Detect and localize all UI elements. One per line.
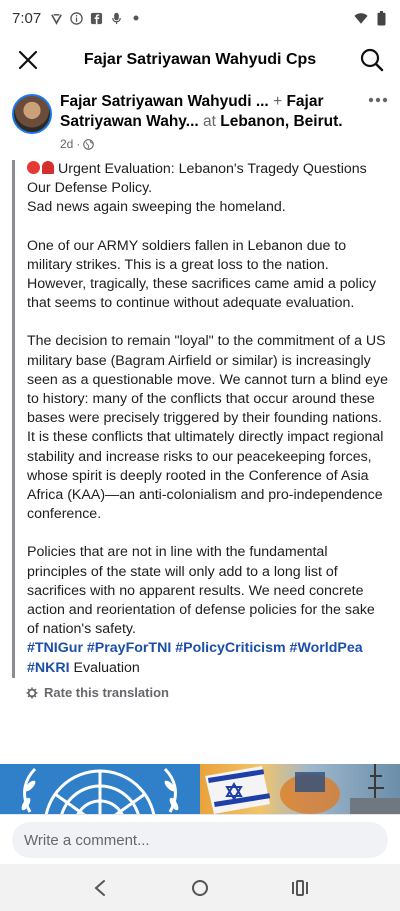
flag-photo-image[interactable] <box>200 764 400 814</box>
paragraph-4-text: Policies that are not in line with the fundamental principles of the state will only add to a long list of sacrifices with no apparent results. We need concrete action and reorientation of defense policies for the sake of nation's safety. <box>27 544 375 638</box>
paragraph-4 <box>27 543 390 677</box>
paragraph-1 <box>27 160 390 218</box>
coauthor-name-link-start[interactable]: Fajar <box>286 93 324 110</box>
info-icon <box>69 11 83 25</box>
close-icon <box>18 50 38 70</box>
rate-translation-label: Rate this translation <box>44 685 169 701</box>
more-options-button[interactable] <box>362 92 388 146</box>
nav-home-button[interactable] <box>180 868 220 908</box>
paragraph-1-line-1: Urgent Evaluation: Lebanon's Tragedy Questions Our Defense Policy. <box>27 161 367 197</box>
globe-icon <box>83 139 94 150</box>
post-author-block <box>60 92 362 151</box>
recents-icon <box>291 880 309 896</box>
coauthor-name-link[interactable]: Satriyawan Wahy... <box>60 113 199 130</box>
paragraph-1-line-2: Sad news again sweeping the homeland. <box>27 199 286 216</box>
siren-emoji-icon <box>42 161 54 174</box>
author-avatar[interactable] <box>12 94 52 134</box>
paragraph-3: The decision to remain "loyal" to the commitment of a US military base (Bagram Airfield or similar) is increasingly seen as a questionable move. We cannot turn a blind eye to history: many of the conflicts that occur around these bases were precisely triggered by their founding nations. It is these conflicts that ultimately directly impact regional stability and increase risks to our peacekeeping forces, whose spirit is deeply rooted in the Conference of Asia Africa (KAA)—an anti-colonialism and pro-independence conference. <box>27 333 388 523</box>
back-chevron-icon <box>93 879 107 897</box>
author-name-link[interactable]: Fajar Satriyawan Wahyudi ... <box>60 93 269 110</box>
un-emblem-image[interactable] <box>0 764 200 814</box>
battery-icon <box>374 11 388 25</box>
un-emblem-graphic <box>0 764 200 814</box>
close-button[interactable] <box>14 46 42 74</box>
status-time: 7:07 <box>12 9 42 27</box>
comment-bar <box>0 814 400 864</box>
status-bar <box>0 0 400 36</box>
gear-icon <box>26 687 38 699</box>
search-icon <box>360 48 384 72</box>
post-header <box>0 84 400 151</box>
nav-back-button[interactable] <box>80 868 120 908</box>
location-link[interactable]: Lebanon, Beirut. <box>220 113 343 130</box>
home-circle-icon <box>191 879 209 897</box>
search-button[interactable] <box>358 46 386 74</box>
post-media[interactable] <box>0 764 400 814</box>
post-time[interactable]: 2d <box>60 137 74 151</box>
paragraph-2: One of our ARMY soldiers fallen in Lebanon due to military strikes. This is a great loss to the nation. However, tragically, these sacrifices came amid a policy that seems to continue without adequate evaluation. <box>27 237 377 312</box>
nav-recents-button[interactable] <box>280 868 320 908</box>
at-label: at <box>203 113 216 130</box>
post-body <box>12 160 390 678</box>
facebook-icon <box>89 11 103 25</box>
wifi-icon <box>354 11 368 25</box>
system-nav-bar <box>0 864 400 911</box>
microphone-icon <box>109 11 123 25</box>
post-meta <box>60 134 362 154</box>
top-bar <box>0 36 400 84</box>
comment-input[interactable]: Write a comment... <box>12 822 388 858</box>
flag-photo-graphic <box>200 764 400 814</box>
meta-dot: · <box>76 137 81 151</box>
vpn-icon <box>49 11 63 25</box>
more-horizontal-icon <box>368 97 388 103</box>
red-circle-emoji-icon <box>27 161 40 174</box>
notification-dot-icon <box>129 11 143 25</box>
hashtags-line-1[interactable]: #TNIGur #PrayForTNI #PolicyCriticism #WorldPea <box>27 640 363 657</box>
plus-separator: + <box>273 93 283 110</box>
page-title: Fajar Satriyawan Wahyudi Cps <box>83 51 317 68</box>
rate-translation-button[interactable] <box>26 682 400 704</box>
trailing-word: Evaluation <box>73 659 140 676</box>
hashtag-nkri[interactable]: #NKRI <box>27 659 70 676</box>
